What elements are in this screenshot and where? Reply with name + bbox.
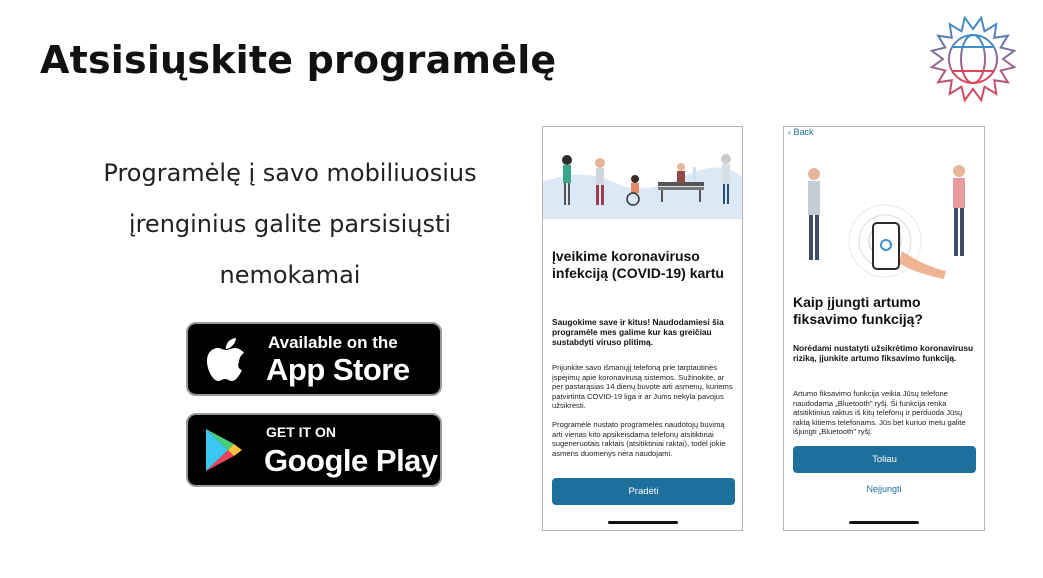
subtitle-text xyxy=(70,148,510,301)
phone2-heading: Kaip įjungti artumo fiksavimo funkciją? xyxy=(793,294,923,327)
phone1-paragraph-2: Programėlė nustato programėlės naudotojų buvimą arti vienas kito apsikeisdama telefonų atsitiktinai sugeneruotais raktais (atsitiktiniai raktai), todėl jokie asmens duomenys nėra naudojami. xyxy=(552,420,726,458)
subtitle-line-2: įrenginius galite parsisiųsti xyxy=(128,210,452,238)
continue-button[interactable]: Toliau xyxy=(793,446,976,473)
home-indicator xyxy=(608,521,678,524)
google-play-badge[interactable] xyxy=(186,413,442,487)
bluetooth-illustration xyxy=(784,141,985,291)
slide-title: Atsisiųskite programėlę xyxy=(40,38,557,82)
phone1-bold-text: Saugokime save ir kitus! Naudodamiesi šia programėle mes galime kur kas greičiau sustabdyti viruso plitimą. xyxy=(552,317,724,348)
app-store-small-text: Available on the xyxy=(268,333,398,352)
app-store-big-text: App Store xyxy=(266,352,410,387)
phone1-heading: Įveikime koronaviruso infekciją (COVID-19) kartu xyxy=(552,248,724,281)
chevron-left-icon: ‹ xyxy=(788,127,794,137)
app-store-badge[interactable] xyxy=(186,322,442,396)
google-play-big-text: Google Play xyxy=(264,443,438,478)
google-play-small-text: GET IT ON xyxy=(266,424,336,440)
phone-screen-welcome xyxy=(542,126,743,531)
apple-icon xyxy=(204,336,248,386)
people-illustration xyxy=(543,127,743,219)
phone2-bold-text: Norėdami nustatyti užsikrėtimo koronavirusu riziką, įjunkite artumo fiksavimo funkciją. xyxy=(793,343,974,364)
phone1-paragraph-1: Prijunkite savo išmanųjį telefoną prie tarptautinės įspėjimų apie koronavirusą sistemos. Sužinokite, ar per pastarąsias 14 dienų buvote arti asmenų, kuriems patvirtinta COVID-19 liga ir ar Jums nekyla pavojus užsikrėsti. xyxy=(552,363,733,411)
phone2-paragraph: Artumo fiksavimo funkcija veikia Jūsų telefone naudodama „Bluetooth" ryšį. Ši funkcija renka atsitiktinius raktus iš kitų telefonų ir perduoda Jūsų raktą kitiems telefonams. Jūs bet kuriuo metu galite išjungti „Bluetooth" ryšį. xyxy=(793,389,966,437)
phone-screen-proximity xyxy=(783,126,985,531)
back-link[interactable] xyxy=(788,127,814,137)
skip-link[interactable]: Neįjungti xyxy=(866,484,902,494)
subtitle-line-3: nemokamai xyxy=(219,261,361,289)
back-label: Back xyxy=(793,127,814,137)
subtitle-line-1: Programėlę į savo mobiliuosius xyxy=(103,159,477,187)
globe-logo xyxy=(928,14,1018,104)
google-play-icon xyxy=(204,427,244,473)
home-indicator xyxy=(849,521,919,524)
start-button[interactable]: Pradėti xyxy=(552,478,735,505)
